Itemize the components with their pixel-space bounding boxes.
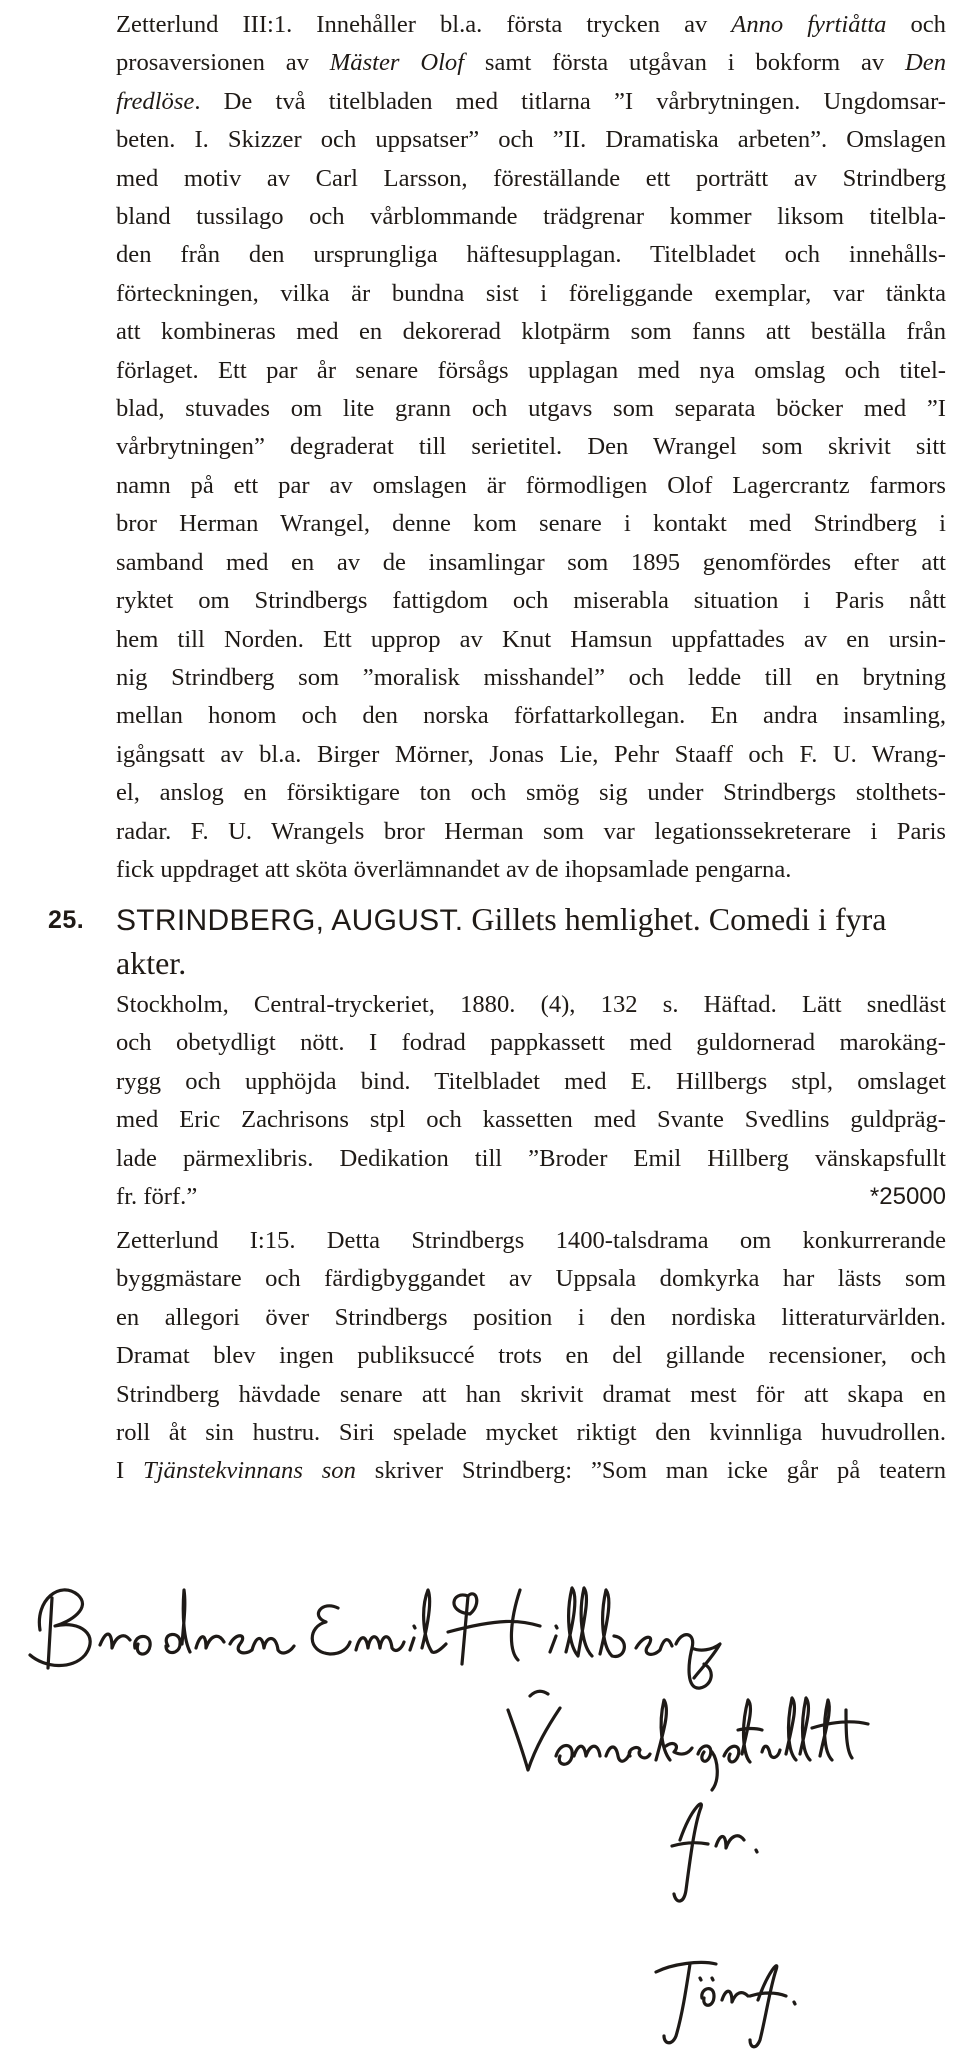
text-line: el, anslog en försiktigare ton och smög sig under Strindbergs stolthets- [116, 779, 946, 807]
text-line: den från den ursprungliga häftesupplagan. Titelbladet och innehålls- [116, 241, 946, 269]
signature-stroke [410, 1626, 415, 1650]
text-line: med Eric Zachrisons stpl och kassetten med Svante Svedlins guldpräg- [116, 1106, 946, 1134]
signature-stroke [230, 1636, 294, 1653]
signature-stroke [672, 1804, 708, 1901]
continued-paragraph [116, 6, 946, 889]
text-line: och obetydligt nött. I fodrad pappkassett med guldornerad marokäng- [116, 1029, 946, 1057]
text-line: med motiv av Carl Larsson, föreställande ett porträtt av Strindberg [116, 164, 946, 192]
text-line: att kombineras med en dekorerad klotpärm som fanns att beställa från [116, 318, 946, 346]
signature-stroke [556, 1746, 600, 1765]
signature-stroke [600, 1590, 624, 1656]
text-line: rygg och upphöjda bind. Titelbladet med E. Hillbergs stpl, omslaget [116, 1067, 946, 1095]
text-line: bland tussilago och vårblommande trädgrenar kommer liksom titelbla- [116, 203, 946, 231]
signature-stroke [698, 1746, 717, 1790]
entry-heading [116, 898, 946, 984]
signature-stroke [700, 1978, 714, 2005]
signature-stroke [636, 1637, 672, 1654]
text-line: I Tjänstekvinnans son skriver Strindberg: ”Som man icke går på teatern [116, 1457, 946, 1485]
signature-stroke [550, 1626, 557, 1652]
text-line: radar. F. U. Wrangels bror Herman som var legationssekreterare i Paris [116, 817, 946, 845]
text-line: beten. I. Skizzer och uppsatser” och ”II. Dramatiska arbeten”. Omslagen [116, 126, 946, 154]
entry-price: *25000 [869, 1183, 946, 1211]
text-line: Zetterlund III:1. Innehåller bl.a. första trycken av Anno fyrtiåtta och [116, 11, 946, 38]
signature-stroke [794, 2002, 795, 2004]
text-line: samband med en av de insamlingar som 1895 genomfördes efter att [116, 548, 946, 576]
signature-stroke [448, 1590, 540, 1664]
signature-stroke [356, 1637, 404, 1651]
entry-author: STRINDBERG, AUGUST. [116, 904, 464, 937]
signature-stroke [606, 1747, 650, 1761]
signature-stroke [724, 1700, 762, 1762]
text-line: nig Strindberg som ”moralisk misshandel” och ledde till en brytning [116, 663, 946, 691]
text-line: fredlöse. De två titelbladen med titlarna ”I vårbrytningen. Ungdomsar- [116, 87, 946, 115]
text-line: förteckningen, vilka är bundna sist i föreliggande exemplar, var tänkta [116, 279, 946, 307]
text-line: vårbrytningen” degraderat till serietitel. Den Wrangel som skrivit sitt [116, 433, 946, 461]
text-line: ryktet om Strindbergs fattigdom och miserabla situation i Paris nått [116, 587, 946, 615]
entry-title: Gillets hemlighet. Comedi i fyra [463, 901, 887, 937]
signature-stroke [135, 1636, 150, 1654]
text-line: bror Herman Wrangel, denne kom senare i kontakt med Strindberg i [116, 510, 946, 538]
signature-stroke [566, 1588, 592, 1656]
signature-stroke [656, 1700, 692, 1760]
text-line: lade pärmexlibris. Dedikation till ”Broder Emil Hillberg vänskapsfullt [116, 1144, 946, 1172]
signature-stroke [756, 1850, 757, 1852]
signature-stroke [656, 1962, 716, 2042]
text-line: fick uppdraget att sköta överlämnandet av de ihopsamlade pengarna. [116, 855, 792, 883]
signature-stroke [30, 1590, 90, 1668]
signature-stroke [750, 1966, 786, 2047]
text-line: Dramat blev ingen publiksuccé trots en del gillande recensioner, och [116, 1342, 946, 1370]
text-line: byggmästare och färdigbyggandet av Uppsala domkyrka har lästs som [116, 1265, 946, 1293]
handwritten-dedication-image [0, 1560, 960, 2051]
text-line: Strindberg hävdade senare att han skrivit dramat mest för att skapa en [116, 1380, 946, 1408]
signature-stroke [812, 1700, 868, 1760]
entry-title-cont: akter. [116, 945, 187, 981]
text-line: igångsatt av bl.a. Birger Mörner, Jonas Lie, Pehr Staaff och F. U. Wrang- [116, 740, 946, 768]
signature-stroke [762, 1746, 780, 1757]
text-line: Stockholm, Central-tryckeriet, 1880. (4), 132 s. Häftad. Lätt snedläst [116, 991, 946, 1018]
signature-stroke [100, 1634, 130, 1648]
signature-stroke [422, 1590, 446, 1652]
entry-note [116, 1222, 946, 1491]
signature-stroke [722, 1991, 748, 2002]
text-line: Zetterlund I:15. Detta Strindbergs 1400-talsdrama om konkurrerande [116, 1227, 946, 1254]
signature-stroke [196, 1636, 224, 1648]
text-line: en allegori över Strindbergs position i den nordiska litteraturvärlden. [116, 1303, 946, 1331]
entry-number: 25. [48, 906, 85, 934]
text-line: blad, stuvades om lite grann och utgavs som separata böcker med ”I [116, 395, 946, 423]
entry-description [116, 986, 946, 1216]
signature-stroke [166, 1590, 190, 1653]
signature-stroke [676, 1635, 720, 1688]
text-line: förlaget. Ett par år senare försågs upplagan med nya omslag och titel- [116, 356, 946, 384]
text-line: roll åt sin hustru. Siri spelade mycket riktigt den kvinnliga huvudrollen. [116, 1419, 946, 1447]
text-line: prosaversionen av Mäster Olof samt första utgåvan i bokform av Den [116, 49, 946, 77]
signature-stroke [716, 1836, 744, 1848]
signature-stroke [786, 1698, 810, 1760]
text-line: fr. förf.” *25000 [116, 1178, 946, 1216]
signature-stroke [312, 1606, 350, 1654]
text-line: mellan honom och den norska författarkollegan. En andra insamling, [116, 702, 946, 730]
signature-stroke [508, 1691, 560, 1770]
text-line: hem till Norden. Ett upprop av Knut Hamsun uppfattades av en ursin- [116, 625, 946, 653]
text-line: namn på ett par av omslagen är förmodligen Olof Lagercrantz farmors [116, 471, 946, 499]
